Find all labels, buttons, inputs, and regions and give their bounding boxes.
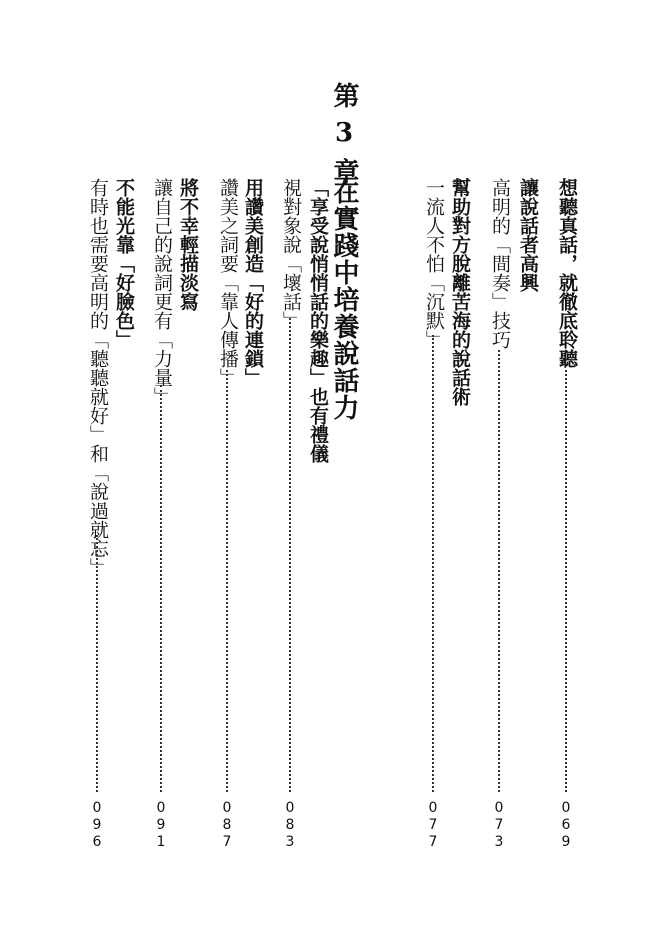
- dot-leader: [160, 385, 168, 792]
- toc-entry-title: 用讚美創造「好的連鎖」: [242, 178, 264, 387]
- toc-entry-subtitle: 一流人不怕「沉默」: [423, 178, 445, 349]
- toc-page-number: 069: [558, 800, 574, 851]
- toc-entry-title: 讓說話者高興: [517, 178, 539, 292]
- dot-leader: [498, 350, 506, 792]
- dot-leader: [432, 335, 440, 792]
- toc-entry-subtitle: 有時也需要高明的「聽聽就好」和「說過就忘」: [87, 178, 109, 577]
- toc-page-number: 087: [219, 800, 235, 851]
- toc-entry-title: 幫助對方脫離苦海的說話術: [449, 178, 471, 406]
- toc-page-number: 096: [89, 800, 105, 851]
- toc-page-number: 083: [282, 800, 298, 851]
- chapter-label: 第3章: [329, 82, 359, 194]
- toc-entry-subtitle: 讓自己的說詞更有「力量」: [151, 178, 173, 406]
- toc-entry-title: 不能光靠「好臉色」: [113, 178, 135, 349]
- dot-leader: [226, 370, 234, 792]
- toc-page-number: 091: [153, 800, 169, 851]
- toc-entry-title: 想聽真話，就徹底聆聽: [556, 178, 578, 368]
- chapter-title: 在實踐中培養說話力: [329, 178, 359, 421]
- toc-entry-subtitle: 讚美之詞要「靠人傳播」: [217, 178, 239, 387]
- dot-leader: [96, 535, 104, 792]
- toc-entry-subtitle: 視對象說「壞話」: [280, 178, 302, 330]
- dot-leader: [289, 318, 297, 792]
- dot-leader: [565, 370, 573, 792]
- toc-entry-title: 「享受說悄悄話的樂趣」也有禮儀: [307, 178, 329, 463]
- toc-page-number: 073: [491, 800, 507, 851]
- toc-page-number: 077: [425, 800, 441, 851]
- toc-entry-subtitle: 高明的「間奏」技巧: [489, 178, 511, 349]
- toc-entry-title: 將不幸輕描淡寫: [177, 178, 199, 311]
